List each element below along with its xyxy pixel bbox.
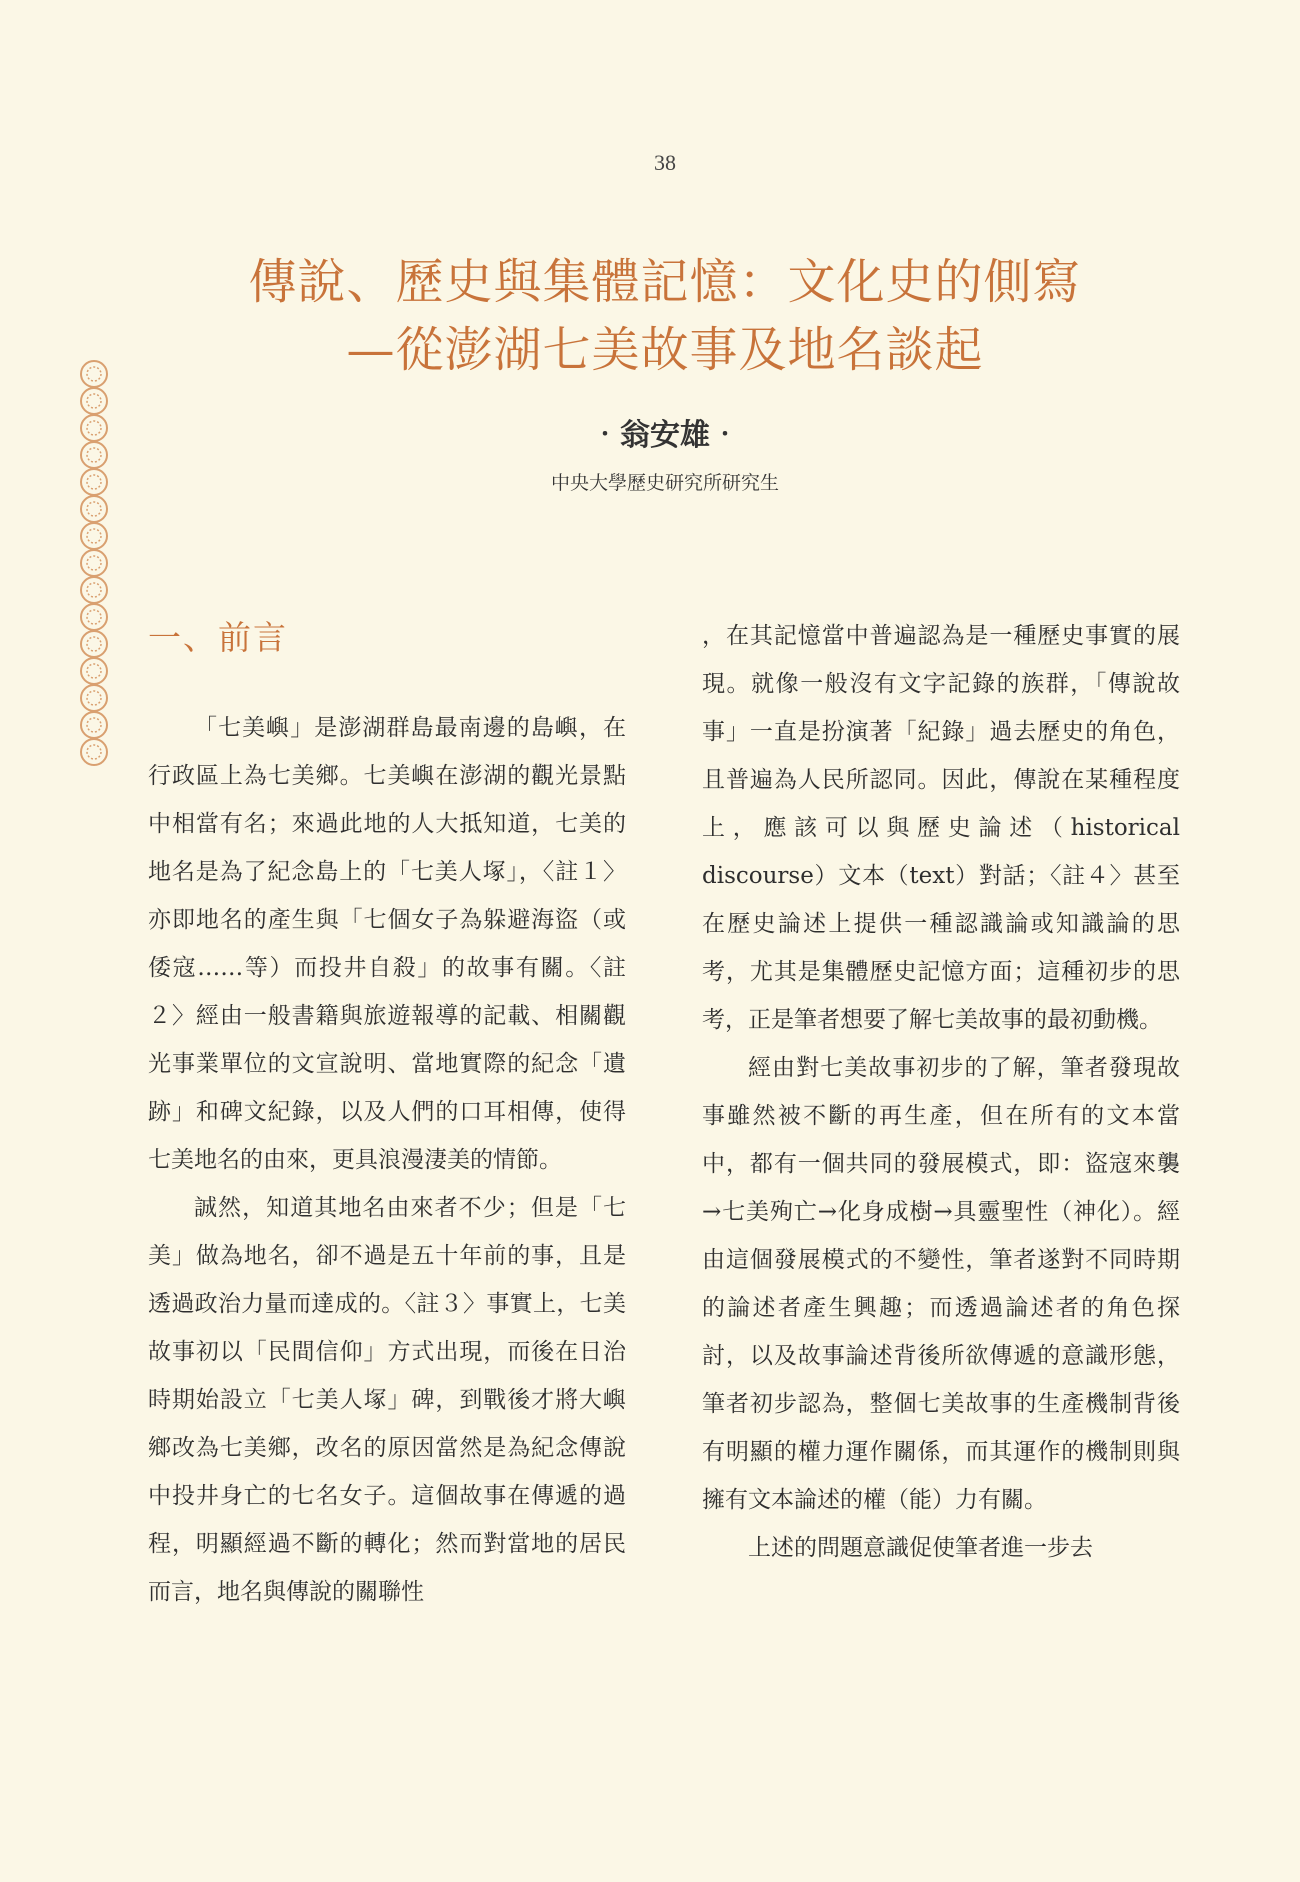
ornament-ring [81, 361, 107, 387]
ornament-ring [81, 631, 107, 657]
ornament-ring [81, 577, 107, 603]
ornament-ring [81, 604, 107, 630]
ornament-ring [81, 658, 107, 684]
title-line-2: —從澎湖七美故事及地名談起 [346, 322, 984, 378]
right-paragraph-3: 上述的問題意識促使筆者進一步去 [748, 1535, 1093, 1561]
ornament-ring-inner [87, 637, 101, 651]
author-affiliation: 中央大學歷史研究所研究生 [550, 472, 779, 494]
title-line-1: 傳說、歷史與集體記憶：文化史的側寫 [248, 254, 1082, 310]
ornament-ring [81, 469, 107, 495]
ornament-ring [81, 388, 107, 414]
ornament-ring-inner [87, 583, 101, 597]
left-paragraph-2: 誠然，知道其地名由來者不少；但是「七美」做為地名，卻不過是五十年前的事，且是透過政治力量而達成的。〈註３〉事實上，七美故事初以「民間信仰」方式出現，而後在日治時期始設立「七美人塚」碑，到戰後才將大嶼鄉改為七美鄉，改名的原因當然是為紀念傳說中投井身亡的七名女子。這個故事在傳遞的過程，明顯經過不斷的轉化；然而對當地的居民而言，地名與傳說的關聯性 [148, 1195, 626, 1605]
ornament-ring-inner [87, 502, 101, 516]
left-column [148, 704, 626, 1616]
ornament-ring [81, 712, 107, 738]
page-number: 38 [654, 150, 676, 175]
author-name: ‧翁安雄‧ [590, 418, 740, 453]
ornament-ring [81, 523, 107, 549]
ornament-rings-graphic [74, 360, 114, 780]
right-paragraph-2: 經由對七美故事初步的了解，筆者發現故事雖然被不斷的再生產，但在所有的文本當中，都有一個共同的發展模式，即：盜寇來襲→七美殉亡→化身成樹→具靈聖性（神化）。經由這個發展模式的不變性，筆者遂對不同時期的論述者產生興趣；而透過論述者的角色探討，以及故事論述背後所欲傳遞的意識形態，筆者初步認為，整個七美故事的生產機制背後有明顯的權力運作關係，而其運作的機制則與擁有文本論述的權（能）力有關。 [702, 1055, 1180, 1513]
ornament-ring-inner [87, 529, 101, 543]
left-paragraph-1: 「七美嶼」是澎湖群島最南邊的島嶼，在行政區上為七美鄉。七美嶼在澎湖的觀光景點中相當有名；來過此地的人大抵知道，七美的地名是為了紀念島上的「七美人塚」，〈註１〉亦即地名的產生與「七個女子為躲避海盜（或倭寇……等）而投井自殺」的故事有關。〈註２〉經由一般書籍與旅遊報導的記載、相關觀光事業單位的文宣說明、當地實際的紀念「遺跡」和碑文紀錄，以及人們的口耳相傳，使得七美地名的由來，更具浪漫淒美的情節。 [148, 715, 626, 1173]
ornament-ring-inner [87, 421, 101, 435]
ornament-ring-inner [87, 610, 101, 624]
ornament-ring [81, 685, 107, 711]
decorative-ring-border [74, 360, 114, 780]
ornament-ring-inner [87, 664, 101, 678]
ornament-ring [81, 496, 107, 522]
ornament-ring-inner [87, 745, 101, 759]
ornament-ring-inner [87, 448, 101, 462]
ornament-ring [81, 550, 107, 576]
ornament-ring-inner [87, 367, 101, 381]
ornament-ring-inner [87, 556, 101, 570]
ornament-ring-inner [87, 394, 101, 408]
ornament-ring [81, 739, 107, 765]
ornament-ring-inner [87, 718, 101, 732]
right-column [702, 612, 1180, 1572]
ornament-ring [81, 415, 107, 441]
ornament-ring-inner [87, 475, 101, 489]
ornament-ring-inner [87, 691, 101, 705]
right-paragraph-1: ，在其記憶當中普遍認為是一種歷史事實的展現。就像一般沒有文字記錄的族群，「傳說故事」一直是扮演著「紀錄」過去歷史的角色，且普遍為人民所認同。因此，傳說在某種程度上，應該可以與歷史論述（historical discourse）文本（text）對話；〈註４〉甚至在歷史論述上提供一種認識論或知識論的思考，尤其是集體歷史記憶方面；這種初步的思考，正是筆者想要了解七美故事的最初動機。 [702, 623, 1180, 1033]
section-heading: 一、前言 [148, 618, 288, 657]
article-title [0, 248, 1300, 384]
ornament-ring [81, 442, 107, 468]
